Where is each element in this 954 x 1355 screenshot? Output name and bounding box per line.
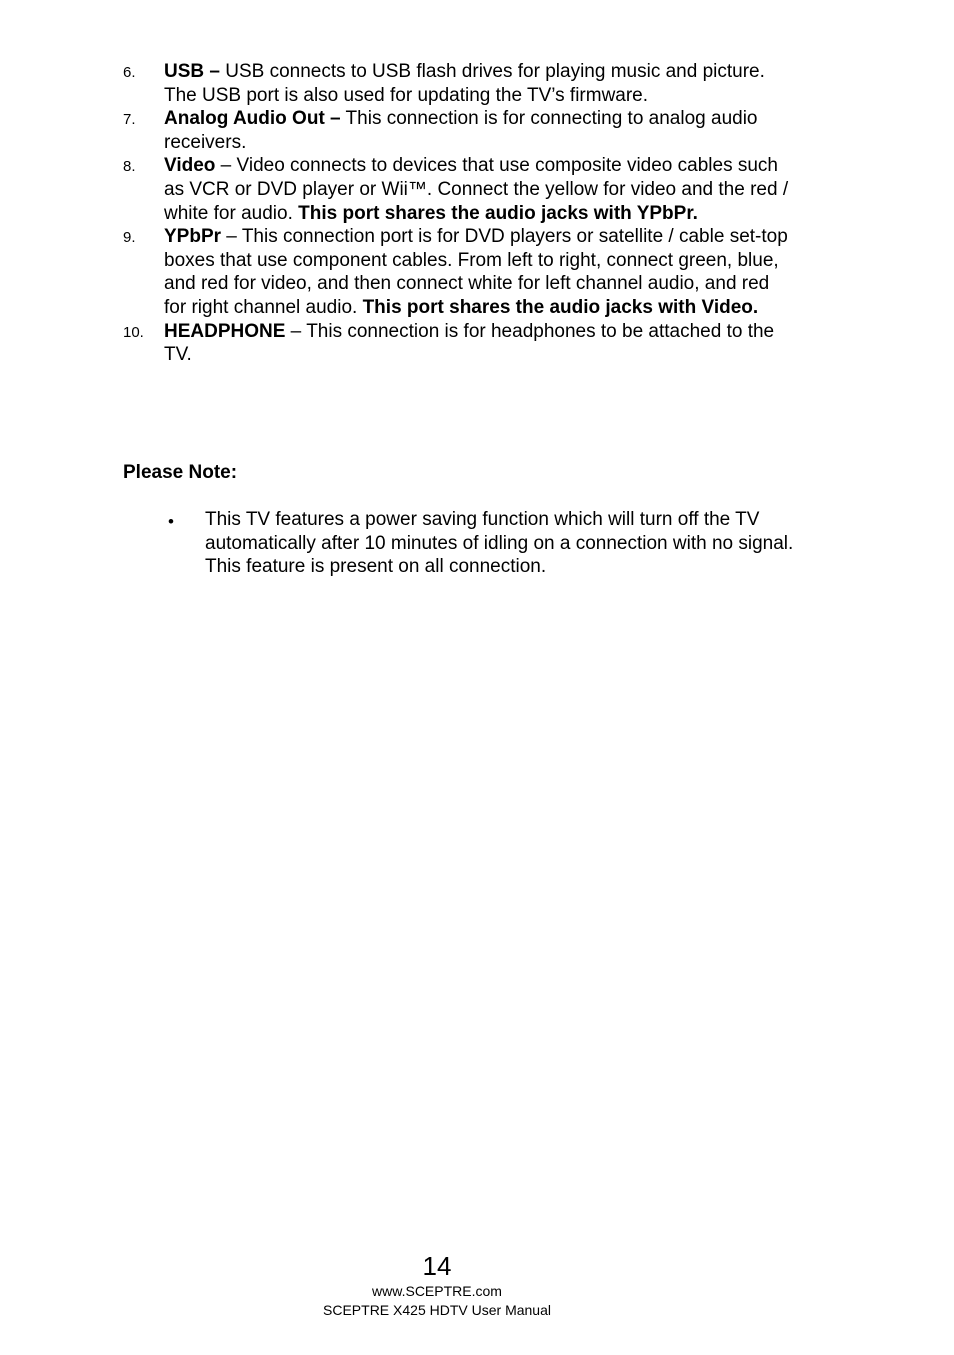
item-term: Video <box>164 155 216 177</box>
item-number: 7. <box>123 111 136 129</box>
item-number: 8. <box>123 158 136 176</box>
list-item-ypbpr <box>0 225 792 319</box>
bullet-icon: • <box>168 512 174 531</box>
page-number: 14 <box>422 1251 452 1281</box>
footer-title: SCEPTRE X425 HDTV User Manual <box>323 1302 551 1318</box>
note-heading: Please Note: <box>123 462 238 483</box>
item-number: 10. <box>123 323 144 341</box>
item-number: 9. <box>123 229 136 247</box>
note-bullet-text: This TV features a power saving function which will turn off the TV automatically after 10 minutes of idling on a connection with no signal. This feature is present on all connection. <box>205 509 794 578</box>
item-term: YPbPr <box>164 226 222 248</box>
list-item-video <box>0 154 792 225</box>
item-term: Analog Audio Out – <box>164 108 341 130</box>
item-description: – This connection is for headphones to be attached to the TV. <box>164 320 775 366</box>
list-item-analog-audio-out <box>0 107 792 154</box>
item-description: – Video connects to devices that use composite video cables such as VCR or DVD player or Wii™. Connect the yellow for video and the red / white for audio. <box>164 155 789 224</box>
list-item-headphone <box>0 320 792 367</box>
item-description: USB connects to USB flash drives for playing music and picture. The USB port is also used for updating the TV’s firmware. <box>164 61 765 106</box>
footer-url: www.SCEPTRE.com <box>372 1283 502 1299</box>
item-number: 6. <box>123 64 136 81</box>
item-description: – This connection port is for DVD players or satellite / cable set-top boxes that use component cables. From left to right, connect green, blue, and red for video, and then connect white for left channel audio, and red for right channel audio. <box>164 226 788 318</box>
item-emphasis: This port shares the audio jacks with Video. <box>362 296 759 318</box>
item-description: This connection is for connecting to analog audio receivers. <box>164 108 758 153</box>
item-term: USB – <box>164 61 220 82</box>
connection-list <box>0 60 954 367</box>
list-item-usb <box>0 60 792 107</box>
item-term: HEADPHONE <box>164 320 286 342</box>
item-emphasis: This port shares the audio jacks with YPbPr. <box>298 202 698 224</box>
